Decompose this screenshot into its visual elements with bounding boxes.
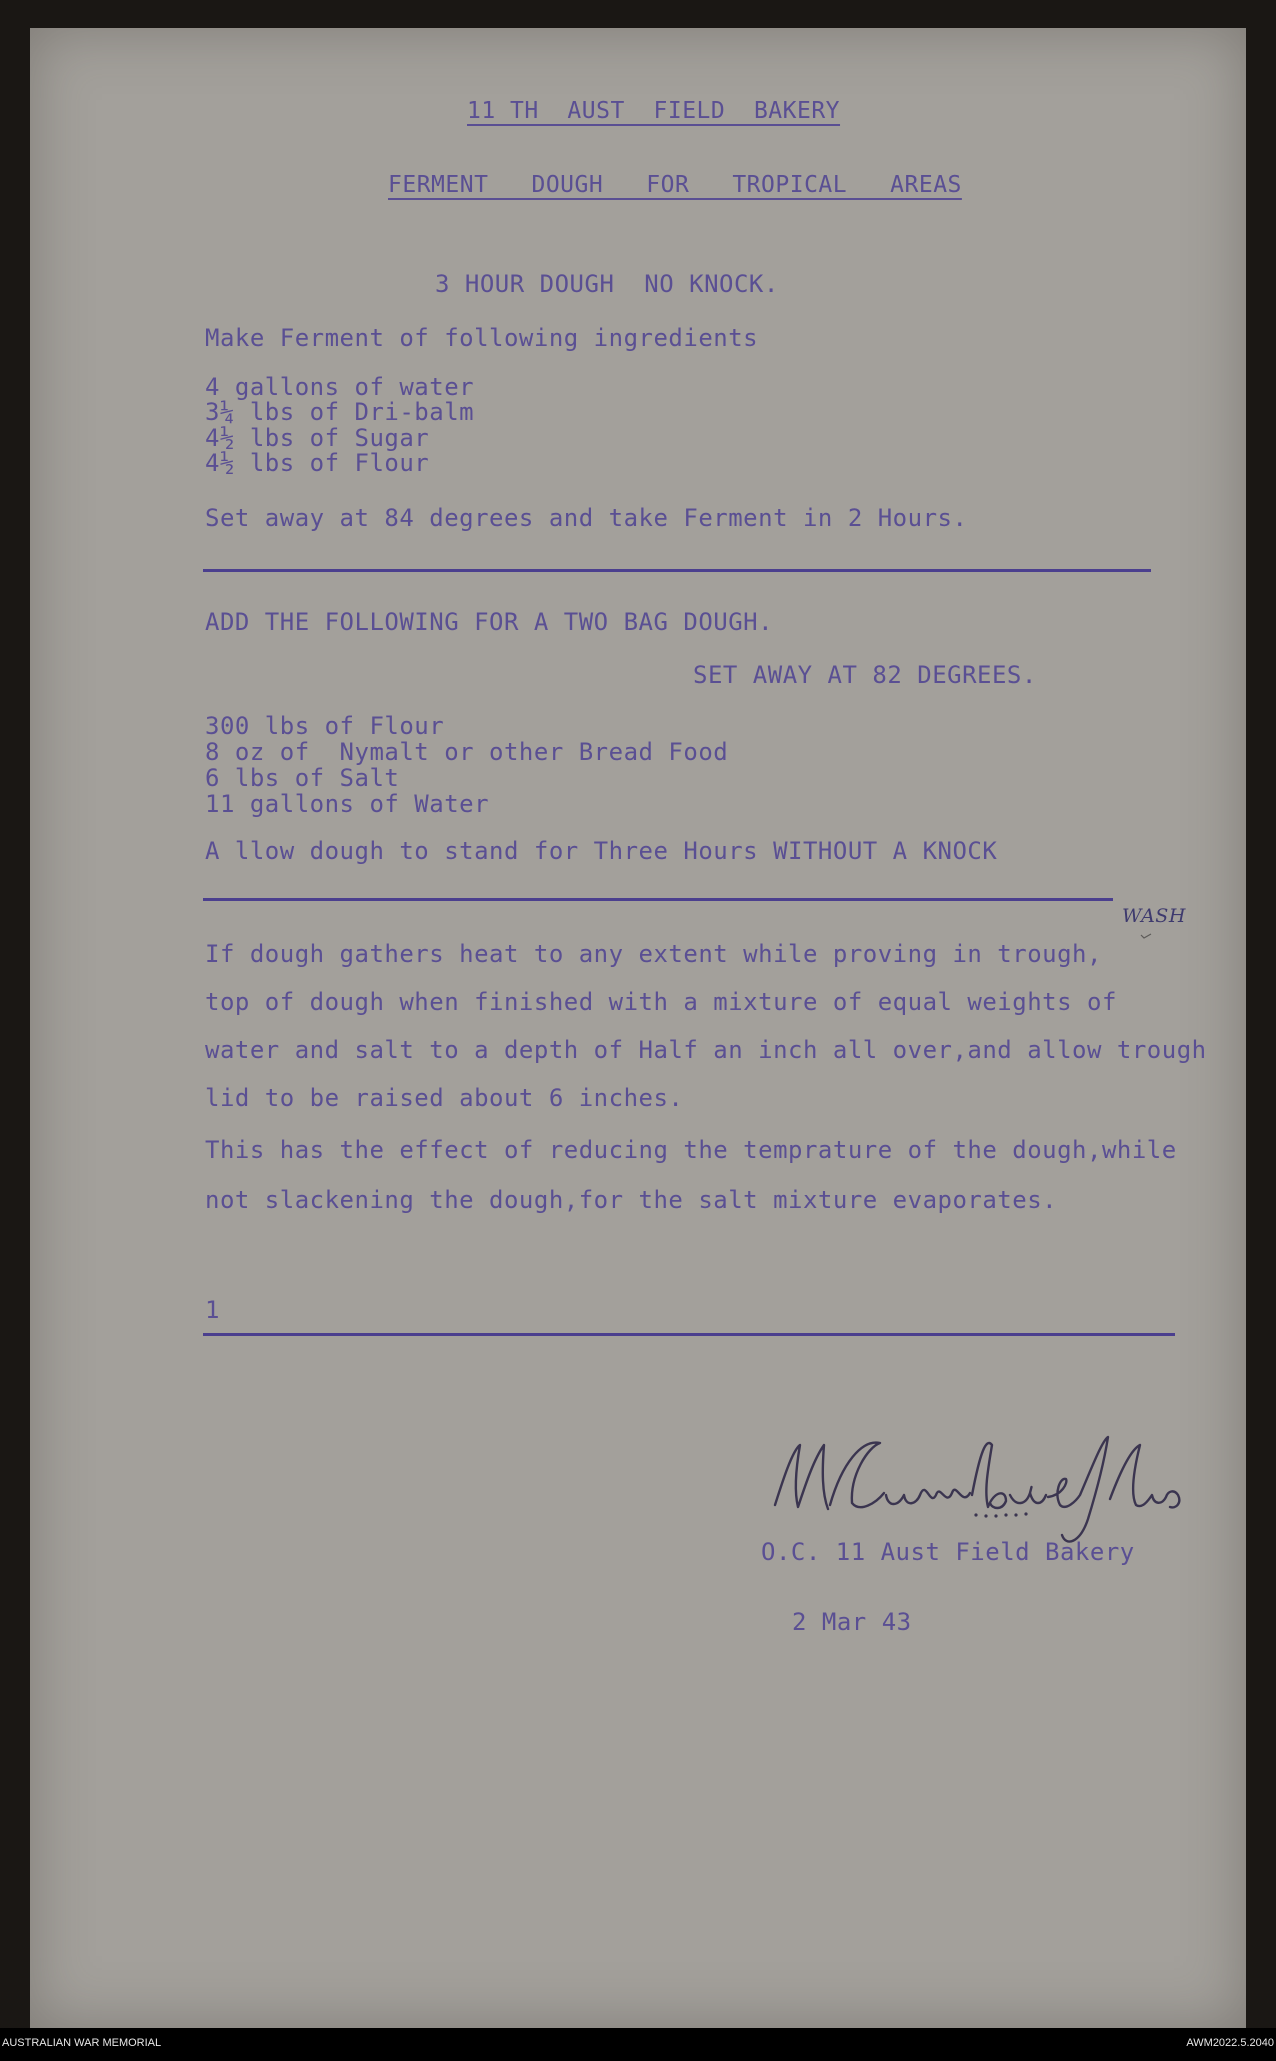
ferment-ingredient: 4½ lbs of Flour	[205, 449, 430, 477]
footer-bar	[0, 2028, 1276, 2061]
date: 2 Mar 43	[792, 1608, 912, 1636]
signature	[770, 1423, 1210, 1553]
paragraph-line: top of dough when finished with a mixture of equal weights of	[205, 988, 1117, 1016]
ferment-ingredient: 4½ lbs of Sugar	[205, 424, 430, 452]
footer-left: AUSTRALIAN WAR MEMORIAL	[2, 2037, 162, 2049]
page-number: 1	[205, 1296, 220, 1324]
divider-rule	[203, 1333, 1175, 1336]
document-subtitle: FERMENT DOUGH FOR TROPICAL AREAS	[388, 172, 962, 198]
divider-rule	[203, 898, 1113, 901]
dough-temperature: SET AWAY AT 82 DEGREES.	[693, 661, 1037, 689]
paragraph-line: not slackening the dough,for the salt mixture evaporates.	[205, 1186, 1058, 1214]
method-heading: 3 HOUR DOUGH NO KNOCK.	[435, 270, 779, 298]
dough-ingredient: 300 lbs of Flour	[205, 712, 445, 740]
paragraph-line: lid to be raised about 6 inches.	[205, 1084, 684, 1112]
wash-correction: WASH	[1122, 905, 1186, 927]
pencil-mark	[1140, 933, 1152, 941]
ferment-intro: Make Ferment of following ingredients	[205, 324, 759, 352]
paragraph-line: If dough gathers heat to any extent while proving in trough,	[205, 940, 1102, 968]
dough-ingredient: 8 oz of Nymalt or other Bread Food	[205, 738, 729, 766]
dough-intro: ADD THE FOLLOWING FOR A TWO BAG DOUGH.	[205, 608, 774, 636]
document-page	[30, 28, 1246, 2028]
footer-right: AWM2022.5.2040	[1186, 2037, 1274, 2049]
dough-ingredient: 6 lbs of Salt	[205, 764, 400, 792]
ferment-ingredient: 4 gallons of water	[205, 373, 475, 401]
signatory-title: O.C. 11 Aust Field Bakery	[761, 1538, 1135, 1566]
dough-ingredient: 11 gallons of Water	[205, 790, 490, 818]
paragraph-line: water and salt to a depth of Half an inch all over,and allow trough	[205, 1036, 1207, 1064]
paragraph-line: This has the effect of reducing the temprature of the dough,while	[205, 1136, 1177, 1164]
dough-instruction: A llow dough to stand for Three Hours WITHOUT A KNOCK	[205, 837, 998, 865]
ferment-ingredient: 3¼ lbs of Dri-balm	[205, 398, 475, 426]
document-title: 11 TH AUST FIELD BAKERY	[467, 98, 841, 124]
divider-rule	[203, 569, 1151, 572]
ferment-instruction: Set away at 84 degrees and take Ferment in 2 Hours.	[205, 504, 968, 532]
